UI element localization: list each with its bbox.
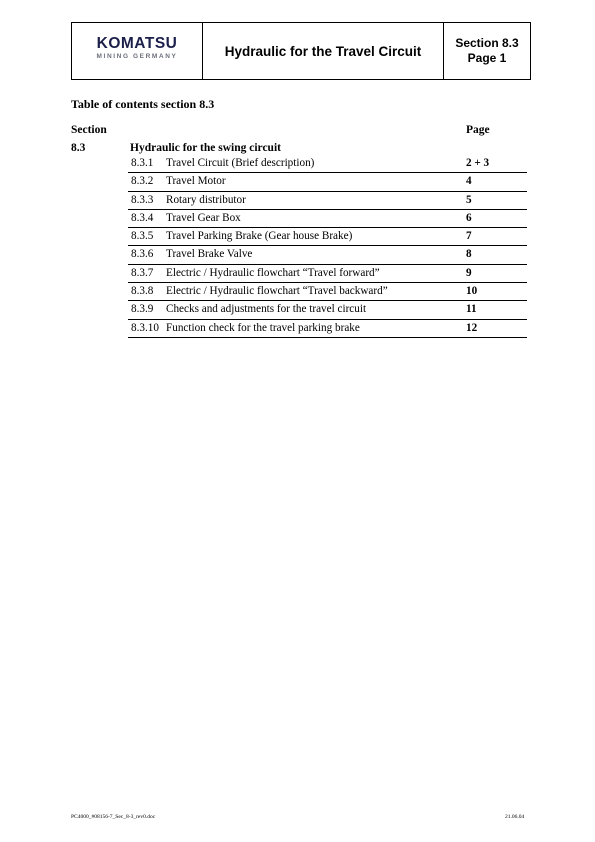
section-info (444, 23, 530, 79)
toc-entry-label: Travel Brake Valve (166, 248, 253, 261)
toc-list (128, 155, 527, 338)
footer-filename: PC4000_#08156-7_Sec_8-3_rev0.doc (71, 814, 156, 820)
toc-entry-label: Travel Motor (166, 175, 226, 188)
komatsu-logo: KOMATSU (96, 35, 178, 52)
toc-entry-page: 8 (466, 248, 472, 261)
toc-entry-page: 11 (466, 303, 477, 316)
toc-entry[interactable] (128, 173, 527, 191)
logo-cell (72, 23, 203, 79)
toc-entry-number: 8.3.2 (131, 175, 154, 188)
document-header (71, 22, 531, 80)
toc-entry-label: Function check for the travel parking brake (166, 321, 360, 334)
toc-entry-page: 12 (466, 321, 478, 334)
toc-entry[interactable] (128, 320, 527, 338)
toc-entry[interactable] (128, 228, 527, 246)
toc-entry[interactable] (128, 192, 527, 210)
footer-date: 21.06.04 (505, 814, 525, 820)
toc-entry[interactable] (128, 283, 527, 301)
toc-entry[interactable] (128, 246, 527, 264)
toc-entry[interactable] (128, 301, 527, 319)
toc-entry-label: Checks and adjustments for the travel circuit (166, 303, 367, 316)
toc-entry-label: Travel Parking Brake (Gear house Brake) (166, 230, 353, 243)
toc-entry-label: Rotary distributor (166, 193, 246, 206)
column-header-page: Page (466, 124, 490, 136)
toc-entry-number: 8.3.7 (131, 266, 154, 279)
toc-entry-label: Electric / Hydraulic flowchart “Travel forward” (166, 266, 380, 279)
toc-entry-number: 8.3.9 (131, 303, 154, 316)
chapter-title: Hydraulic for the swing circuit (130, 142, 281, 154)
toc-entry-page: 2 + 3 (466, 157, 490, 169)
toc-entry-number: 8.3.10 (131, 321, 159, 334)
toc-entry-number: 8.3.6 (131, 248, 154, 261)
toc-entry[interactable] (128, 155, 527, 173)
toc-entry-label: Electric / Hydraulic flowchart “Travel backward” (166, 285, 388, 298)
toc-entry-page: 6 (466, 211, 472, 224)
column-header-section: Section (71, 124, 107, 136)
toc-entry[interactable] (128, 265, 527, 283)
document-title: Hydraulic for the Travel Circuit (203, 23, 444, 79)
toc-heading: Table of contents section 8.3 (71, 97, 215, 111)
toc-entry-number: 8.3.5 (131, 230, 154, 243)
logo-subtitle: MINING GERMANY (96, 53, 178, 60)
toc-entry-number: 8.3.3 (131, 193, 154, 206)
toc-entry-number: 8.3.8 (131, 285, 154, 298)
section-number: Section 8.3 (455, 36, 519, 50)
toc-entry-number: 8.3.4 (131, 211, 154, 224)
toc-entry-page: 9 (466, 266, 472, 279)
toc-entry-page: 5 (466, 193, 472, 206)
toc-entry-page: 7 (466, 230, 472, 243)
toc-entry-page: 10 (466, 285, 478, 298)
toc-entry[interactable] (128, 210, 527, 228)
toc-entry-label: Travel Circuit (Brief description) (166, 157, 315, 169)
chapter-number: 8.3 (71, 142, 86, 154)
toc-entry-page: 4 (466, 175, 472, 188)
toc-entry-number: 8.3.1 (131, 157, 154, 169)
page-number: Page 1 (467, 51, 507, 65)
toc-entry-label: Travel Gear Box (166, 211, 241, 224)
